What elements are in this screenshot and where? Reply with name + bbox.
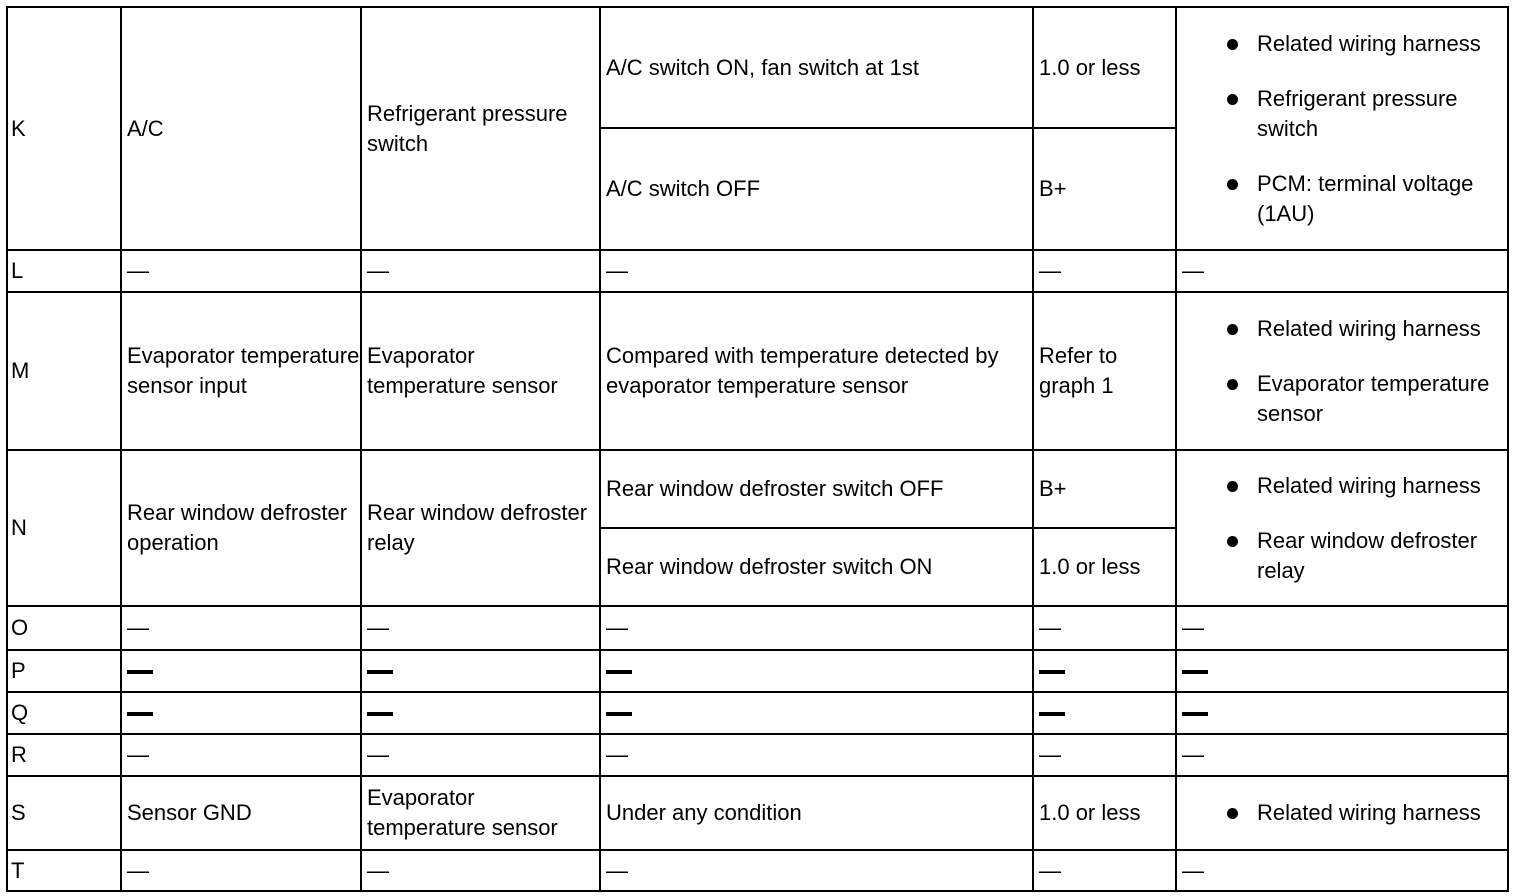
signal-cell: Rear window defroster operation bbox=[121, 450, 361, 606]
inspection-cell: — bbox=[1176, 850, 1508, 891]
inspection-cell: — bbox=[1176, 734, 1508, 776]
inspection-item: Related wiring harness bbox=[1177, 29, 1507, 59]
dash-mark bbox=[606, 670, 632, 674]
terminal-cell: Q bbox=[7, 692, 121, 734]
signal-cell: Sensor GND bbox=[121, 776, 361, 850]
connected-to-cell: Refrigerant pressure switch bbox=[361, 7, 600, 250]
condition-cell: — bbox=[600, 606, 1033, 650]
terminal-cell: P bbox=[7, 650, 121, 692]
table-row-r bbox=[7, 734, 1508, 776]
condition-cell: — bbox=[600, 850, 1033, 891]
dash-mark bbox=[606, 712, 632, 716]
table-row-l bbox=[7, 250, 1508, 292]
signal-cell: A/C bbox=[121, 7, 361, 250]
dash-mark bbox=[367, 712, 393, 716]
inspection-cell bbox=[1176, 450, 1508, 606]
inspection-list bbox=[1177, 471, 1507, 586]
dash-mark bbox=[1039, 712, 1065, 716]
table-row-n bbox=[7, 450, 1508, 528]
inspection-cell bbox=[1176, 7, 1508, 250]
connected-to-cell: — bbox=[361, 250, 600, 292]
terminal-voltage-table bbox=[6, 6, 1509, 892]
inspection-cell bbox=[1176, 650, 1508, 692]
terminal-cell: T bbox=[7, 850, 121, 891]
dash-mark bbox=[1182, 712, 1208, 716]
condition-cell bbox=[600, 692, 1033, 734]
signal-cell: — bbox=[121, 250, 361, 292]
connected-to-cell bbox=[361, 650, 600, 692]
dash-mark bbox=[1182, 670, 1208, 674]
table-row-t bbox=[7, 850, 1508, 891]
voltage-cell: Refer to graph 1 bbox=[1033, 292, 1176, 450]
inspection-item: Related wiring harness bbox=[1177, 471, 1507, 501]
dash-mark bbox=[127, 712, 153, 716]
voltage-cell bbox=[1033, 692, 1176, 734]
inspection-item: Refrigerant pressure switch bbox=[1177, 84, 1507, 144]
signal-cell bbox=[121, 692, 361, 734]
inspection-item: Related wiring harness bbox=[1177, 314, 1507, 344]
inspection-item: Rear window defroster relay bbox=[1177, 526, 1507, 586]
signal-cell: Evaporator temperature sensor input bbox=[121, 292, 361, 450]
inspection-item: Evaporator temperature sensor bbox=[1177, 369, 1507, 429]
inspection-cell: — bbox=[1176, 606, 1508, 650]
voltage-cell: — bbox=[1033, 734, 1176, 776]
table-row-k bbox=[7, 7, 1508, 128]
condition-cell: — bbox=[600, 734, 1033, 776]
condition-cell: Under any condition bbox=[600, 776, 1033, 850]
condition-cell: Compared with temperature detected by evaporator temperature sensor bbox=[600, 292, 1033, 450]
condition-cell: — bbox=[600, 250, 1033, 292]
terminal-cell: N bbox=[7, 450, 121, 606]
terminal-cell: L bbox=[7, 250, 121, 292]
voltage-cell bbox=[1033, 650, 1176, 692]
condition-cell: A/C switch OFF bbox=[600, 128, 1033, 250]
voltage-cell: B+ bbox=[1033, 128, 1176, 250]
terminal-cell: O bbox=[7, 606, 121, 650]
condition-cell bbox=[600, 650, 1033, 692]
inspection-list bbox=[1177, 798, 1507, 828]
signal-cell: — bbox=[121, 734, 361, 776]
connected-to-cell: — bbox=[361, 606, 600, 650]
connected-to-cell: Rear window defroster relay bbox=[361, 450, 600, 606]
voltage-cell: 1.0 or less bbox=[1033, 776, 1176, 850]
signal-cell: — bbox=[121, 606, 361, 650]
dash-mark bbox=[367, 670, 393, 674]
terminal-cell: S bbox=[7, 776, 121, 850]
dash-mark bbox=[1039, 670, 1065, 674]
inspection-list bbox=[1177, 29, 1507, 229]
inspection-item: Related wiring harness bbox=[1177, 798, 1507, 828]
voltage-cell: — bbox=[1033, 250, 1176, 292]
inspection-cell: — bbox=[1176, 250, 1508, 292]
voltage-cell: 1.0 or less bbox=[1033, 528, 1176, 606]
condition-cell: Rear window defroster switch ON bbox=[600, 528, 1033, 606]
connected-to-cell bbox=[361, 692, 600, 734]
table-row-p bbox=[7, 650, 1508, 692]
voltage-cell: B+ bbox=[1033, 450, 1176, 528]
inspection-cell bbox=[1176, 776, 1508, 850]
voltage-cell: — bbox=[1033, 850, 1176, 891]
connected-to-cell: Evaporator temperature sensor bbox=[361, 292, 600, 450]
table-row-o bbox=[7, 606, 1508, 650]
terminal-cell: M bbox=[7, 292, 121, 450]
condition-cell: A/C switch ON, fan switch at 1st bbox=[600, 7, 1033, 128]
terminal-cell: K bbox=[7, 7, 121, 250]
table-row-s bbox=[7, 776, 1508, 850]
connected-to-cell: — bbox=[361, 850, 600, 891]
signal-cell bbox=[121, 650, 361, 692]
voltage-cell: 1.0 or less bbox=[1033, 7, 1176, 128]
inspection-list bbox=[1177, 314, 1507, 429]
table-row-q bbox=[7, 692, 1508, 734]
inspection-cell bbox=[1176, 692, 1508, 734]
terminal-cell: R bbox=[7, 734, 121, 776]
inspection-cell bbox=[1176, 292, 1508, 450]
table-row-m bbox=[7, 292, 1508, 450]
condition-cell: Rear window defroster switch OFF bbox=[600, 450, 1033, 528]
connected-to-cell: Evaporator temperature sensor bbox=[361, 776, 600, 850]
voltage-cell: — bbox=[1033, 606, 1176, 650]
connected-to-cell: — bbox=[361, 734, 600, 776]
inspection-item: PCM: terminal voltage (1AU) bbox=[1177, 169, 1507, 229]
dash-mark bbox=[127, 670, 153, 674]
signal-cell: — bbox=[121, 850, 361, 891]
